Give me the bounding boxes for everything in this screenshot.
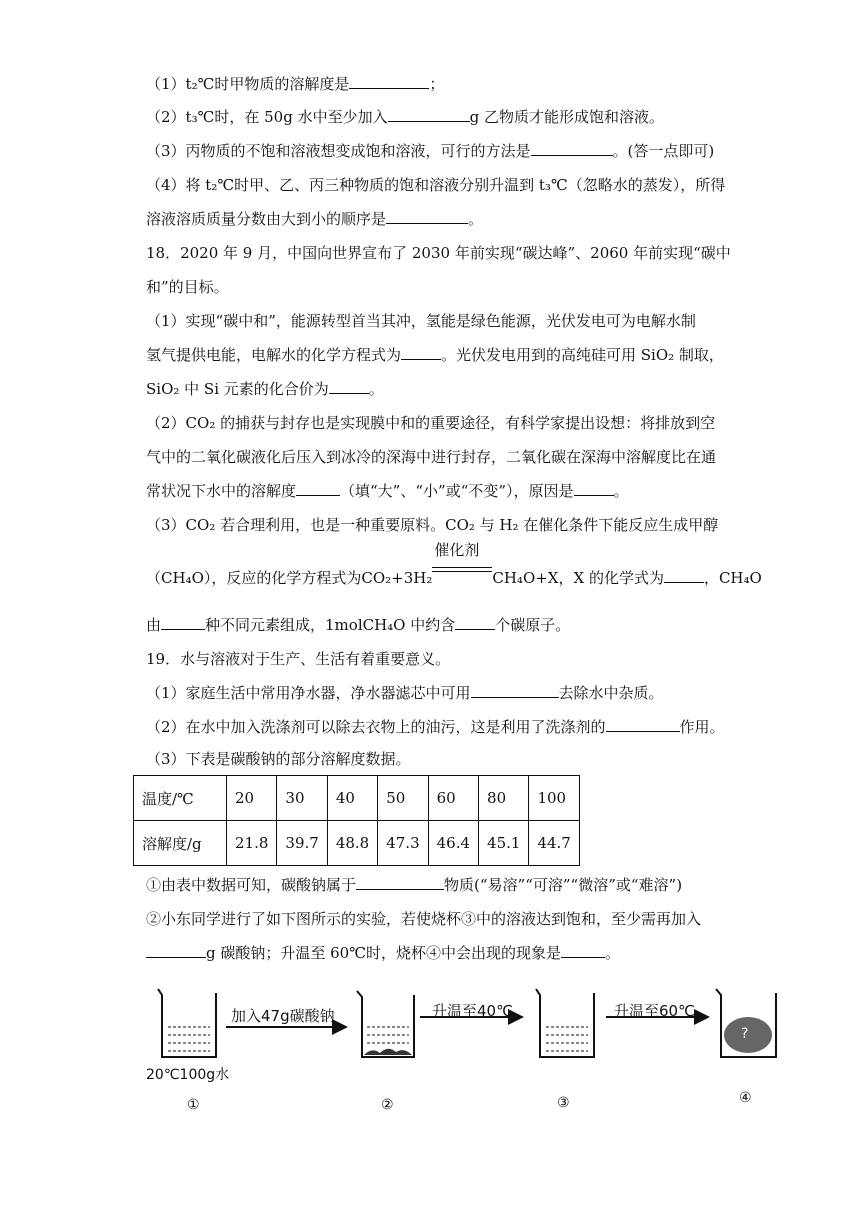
experiment-diagram <box>0 975 860 1125</box>
answer-blank[interactable] <box>296 481 340 496</box>
q18-part3-line1: （3）CO₂ 若合理利用，也是一种重要原料。CO₂ 与 H₂ 在催化条件下能反应生成甲醇 <box>146 516 719 534</box>
table-cell: 48.8 <box>327 821 377 866</box>
q18-intro-line2: 和”的目标。 <box>146 278 229 296</box>
catalyst-label: 催化剂 <box>434 541 480 559</box>
table-cell: 100 <box>529 776 579 821</box>
answer-blank[interactable] <box>531 141 613 156</box>
q18-part1-line3: SiO₂ 中 Si 元素的化合价为 。 <box>146 380 384 398</box>
answer-blank[interactable] <box>146 943 206 958</box>
beaker-3-icon <box>536 989 594 1057</box>
solubility-table <box>133 775 580 866</box>
q18-part3-equation-line: （CH₄O），反应的化学方程式为CO₂+3H₂ 催化剂 CH₄O+X，X 的化学式为 ，CH₄O <box>146 541 762 587</box>
q17-part4-line2: 溶液溶质质量分数由大到小的顺序是 。 <box>146 210 484 228</box>
table-cell: 80 <box>479 776 529 821</box>
table-cell: 47.3 <box>378 821 428 866</box>
answer-blank[interactable] <box>401 345 441 360</box>
arrow-3-label: 升温至60℃ <box>614 1002 695 1020</box>
beaker-label-2: ② <box>381 1097 394 1113</box>
beaker-label-3: ③ <box>557 1095 570 1111</box>
table-cell: 21.8 <box>227 821 277 866</box>
q18-part2-line3: 常状况下水中的溶解度 （填“大”、“小”或“不变”），原因是 。 <box>146 482 629 500</box>
table-row <box>134 776 580 821</box>
answer-blank[interactable] <box>349 74 429 89</box>
table-header-solubility: 溶解度/g <box>134 821 227 866</box>
table-cell: 46.4 <box>428 821 478 866</box>
table-cell: 44.7 <box>529 821 579 866</box>
question-mark-label: ? <box>741 1026 749 1042</box>
answer-blank[interactable] <box>388 107 470 122</box>
q18-part2-line2: 气中的二氧化碳液化后压入到冰冷的深海中进行封存，二氧化碳在深海中溶解度比在通 <box>146 448 717 466</box>
answer-blank[interactable] <box>356 875 444 890</box>
q19-sub-b-line2: g 碳酸钠；升温至 60℃时，烧杯④中会出现的现象是 。 <box>146 943 620 963</box>
q19-intro: 19．水与溶液对于生产、生活有着重要意义。 <box>146 650 451 668</box>
beaker-label-4: ④ <box>739 1090 752 1106</box>
answer-blank[interactable] <box>455 615 495 630</box>
answer-blank[interactable] <box>574 481 614 496</box>
q17-part4-line1: （4）将 t₂℃时甲、乙、丙三种物质的饱和溶液分别升温到 t₃℃（忽略水的蒸发），所得 <box>146 176 726 194</box>
q18-part1-line2: 氢气提供电能，电解水的化学方程式为 。光伏发电用到的高纯硅可用 SiO₂ 制取， <box>146 346 724 364</box>
table-cell: 30 <box>277 776 327 821</box>
answer-blank[interactable] <box>606 717 680 732</box>
table-cell: 60 <box>428 776 478 821</box>
q17-part2: （2）t₃℃时，在 50g 水中至少加入 g 乙物质才能形成饱和溶液。 <box>146 108 664 126</box>
table-cell: 45.1 <box>479 821 529 866</box>
equation-right: CH₄O+X <box>492 569 559 587</box>
q17-part3: （3）丙物质的不饱和溶液想变成饱和溶液，可行的方法是 。(答一点即可) <box>146 142 715 160</box>
arrow-2-label: 升温至40℃ <box>432 1002 513 1020</box>
q18-part2-line1: （2）CO₂ 的捕获与封存也是实现膜中和的重要途径，有科学家提出设想：将排放到空 <box>146 414 716 432</box>
answer-blank[interactable] <box>471 683 559 698</box>
answer-blank[interactable] <box>161 615 205 630</box>
table-cell: 40 <box>327 776 377 821</box>
q18-part1-line1: （1）实现“碳中和”，能源转型首当其冲，氢能是绿色能源，光伏发电可为电解水制 <box>146 312 696 330</box>
table-cell: 20 <box>227 776 277 821</box>
equation-left: CO₂+3H₂ <box>361 569 433 587</box>
table-row <box>134 821 580 866</box>
q19-sub-b-line1: ②小东同学进行了如下图所示的实验，若使烧杯③中的溶液达到饱和，至少需再加入 <box>146 910 702 928</box>
answer-blank[interactable] <box>561 943 605 958</box>
answer-blank[interactable] <box>664 568 704 583</box>
answer-blank[interactable] <box>329 379 369 394</box>
q17-part1: （1）t₂℃时甲物质的溶解度是 ； <box>146 75 445 93</box>
answer-blank[interactable] <box>386 209 468 224</box>
q19-part2: （2）在水中加入洗涤剂可以除去衣物上的油污，这是利用了洗涤剂的 作用。 <box>146 718 725 736</box>
table-cell: 50 <box>378 776 428 821</box>
beaker-label-1: ① <box>187 1097 200 1113</box>
beaker-1-icon <box>158 989 216 1057</box>
q18-part3-line3: 由 种不同元素组成，1molCH₄O 中约含 个碳原子。 <box>146 616 571 634</box>
beaker-4-icon <box>716 989 776 1057</box>
q18-intro-line1: 18．2020 年 9 月，中国向世界宣布了 2030 年前实现“碳达峰”、2060 年前实现“碳中 <box>146 244 731 262</box>
q19-part1: （1）家庭生活中常用净水器，净水器滤芯中可用 去除水中杂质。 <box>146 684 664 702</box>
catalyst-equals-sign <box>432 541 492 583</box>
arrow-1-label: 加入47g碳酸钠 <box>231 1007 335 1025</box>
beaker-2-icon <box>357 991 414 1057</box>
q19-sub-a: ①由表中数据可知，碳酸钠属于 物质(“易溶”“可溶”“微溶”或“难溶”) <box>146 876 683 894</box>
table-header-temperature: 温度/℃ <box>134 776 227 821</box>
start-condition-label: 20℃100g水 <box>146 1067 230 1083</box>
q19-part3: （3）下表是碳酸钠的部分溶解度数据。 <box>146 750 411 768</box>
table-cell: 39.7 <box>277 821 327 866</box>
